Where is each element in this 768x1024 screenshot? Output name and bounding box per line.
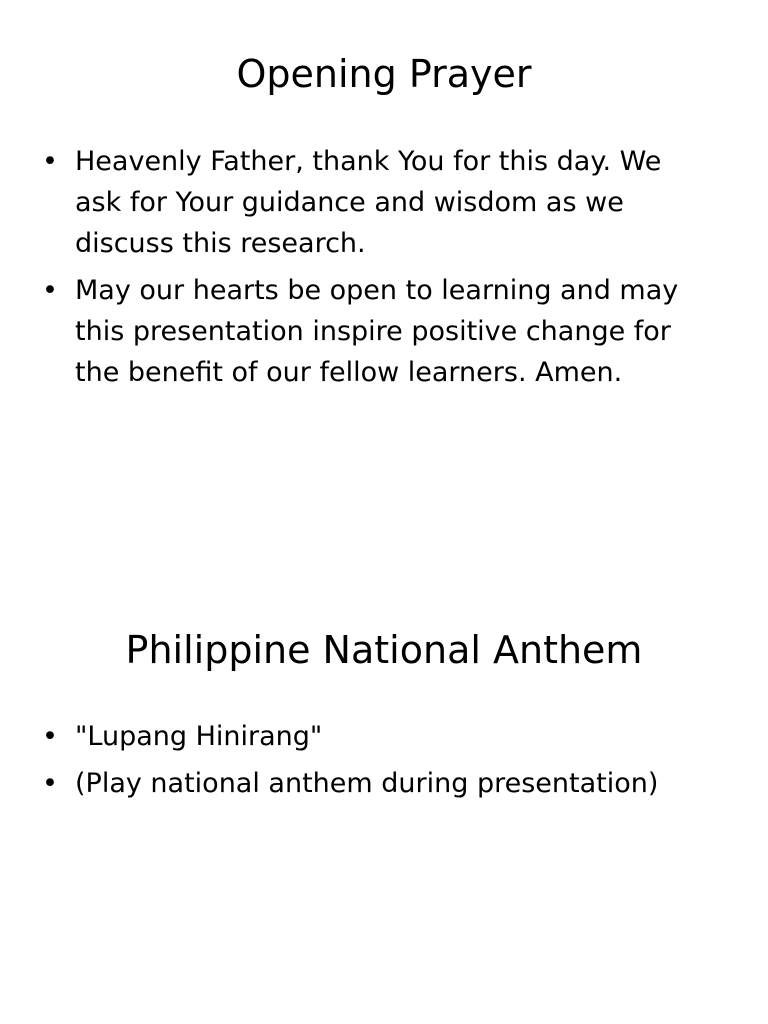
bullet-dot-icon: • [42,721,58,752]
bullet-item [42,270,702,393]
bullet-text: Heavenly Father, thank You for this day. We ask for Your guidance and wisdom as we discuss this research. [75,146,662,259]
slide-title: Philippine National Anthem [125,628,643,672]
bullet-item [42,763,702,804]
bullet-dot-icon: • [42,768,58,799]
bullet-item [42,141,702,264]
bullet-text: May our hearts be open to learning and may this presentation inspire positive change for the benefit of our fellow learners. Amen. [75,275,679,388]
bullet-item [42,716,702,757]
slide-title: Opening Prayer [236,52,532,96]
bullet-list [42,141,702,399]
bullet-dot-icon: • [42,146,58,177]
bullet-list [42,716,702,810]
bullet-text: "Lupang Hinirang" [75,721,323,752]
bullet-dot-icon: • [42,275,58,306]
bullet-text: (Play national anthem during presentation) [75,768,659,799]
slide-national-anthem [0,512,768,1024]
